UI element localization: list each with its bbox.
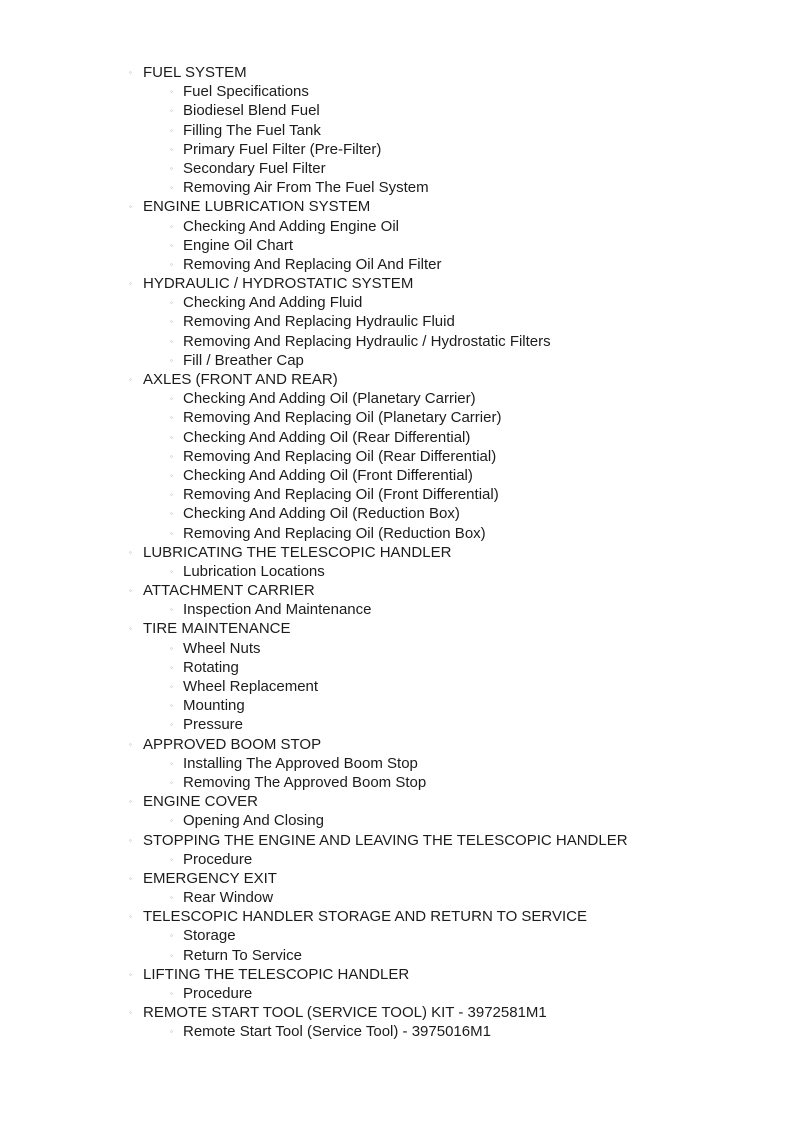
bullet-icon: ◦: [129, 624, 132, 634]
bullet-icon: ◦: [170, 490, 173, 500]
bullet-icon: ◦: [129, 202, 132, 212]
toc-section: [0, 543, 794, 581]
toc-item-label: Checking And Adding Oil (Planetary Carrier): [183, 390, 476, 408]
toc-item-label: Removing And Replacing Oil (Reduction Box): [183, 524, 486, 542]
toc-item[interactable]: [0, 332, 794, 351]
bullet-icon: ◦: [170, 989, 173, 998]
toc-item[interactable]: [0, 888, 794, 907]
bullet-icon: ◦: [170, 470, 173, 480]
toc-item[interactable]: [0, 926, 794, 945]
bullet-icon: ◦: [129, 912, 132, 922]
toc-item[interactable]: [0, 696, 794, 715]
bullet-icon: ◦: [129, 279, 132, 289]
toc-item-label: Wheel Nuts: [183, 639, 261, 657]
bullet-icon: ◦: [170, 317, 173, 327]
toc-item-label: Removing And Replacing Oil (Front Differential): [183, 486, 499, 504]
toc-item-label: Lubrication Locations: [183, 562, 325, 580]
toc-item[interactable]: [0, 159, 794, 178]
toc-section: [0, 792, 794, 830]
toc-section-heading[interactable]: [0, 197, 794, 216]
bullet-icon: ◦: [129, 969, 132, 979]
toc-item-label: Removing And Replacing Hydraulic / Hydrostatic Filters: [183, 332, 551, 350]
toc-item-label: Procedure: [183, 850, 253, 868]
toc-section-title: LIFTING THE TELESCOPIC HANDLER: [143, 965, 410, 983]
toc-item[interactable]: [0, 504, 794, 523]
toc-item-label: Checking And Adding Engine Oil: [183, 217, 399, 235]
toc-item[interactable]: [0, 121, 794, 140]
toc-section: [0, 197, 794, 274]
bullet-icon: ◦: [129, 739, 132, 749]
toc-item[interactable]: [0, 447, 794, 466]
toc-item[interactable]: [0, 293, 794, 312]
toc-item-label: Fill / Breather Cap: [183, 351, 304, 369]
toc-section: [0, 907, 794, 965]
bullet-icon: ◦: [170, 144, 173, 154]
toc-item-label: Filling The Fuel Tank: [183, 121, 321, 139]
bullet-icon: ◦: [129, 1008, 132, 1018]
toc-section-heading[interactable]: [0, 370, 794, 389]
toc-item-label: Installing The Approved Boom Stop: [183, 754, 418, 772]
toc-item[interactable]: [0, 754, 794, 773]
toc-section-title: ENGINE LUBRICATION SYSTEM: [143, 198, 371, 216]
toc-section-heading[interactable]: [0, 831, 794, 850]
toc-item[interactable]: [0, 466, 794, 485]
bullet-icon: ◦: [170, 777, 173, 787]
toc-item[interactable]: [0, 524, 794, 543]
toc-item-label: Removing And Replacing Oil (Rear Differential): [183, 447, 497, 465]
toc-item[interactable]: [0, 485, 794, 504]
toc-item-label: Checking And Adding Oil (Reduction Box): [183, 505, 460, 523]
toc-item-label: Removing The Approved Boom Stop: [183, 773, 427, 791]
toc-item-label: Mounting: [183, 697, 245, 715]
toc-item[interactable]: [0, 428, 794, 447]
bullet-icon: ◦: [170, 240, 173, 250]
bullet-icon: ◦: [170, 758, 173, 768]
toc-section-title: REMOTE START TOOL (SERVICE TOOL) KIT - 3972581M1: [143, 1004, 547, 1022]
toc-section-heading[interactable]: [0, 543, 794, 562]
bullet-icon: ◦: [170, 163, 173, 173]
toc-section-heading[interactable]: [0, 619, 794, 638]
bullet-icon: ◦: [170, 893, 173, 903]
toc-section-title: TIRE MAINTENANCE: [143, 620, 291, 638]
toc-item[interactable]: [0, 562, 794, 581]
toc-item-label: Rotating: [183, 658, 239, 676]
bullet-icon: ◦: [170, 682, 173, 691]
bullet-icon: ◦: [170, 931, 173, 941]
toc-item-label: Inspection And Maintenance: [183, 601, 372, 619]
toc-item-label: Removing And Replacing Hydraulic Fluid: [183, 313, 455, 331]
toc-item[interactable]: [0, 312, 794, 331]
toc-item[interactable]: [0, 1022, 794, 1041]
toc-section: [0, 274, 794, 370]
bullet-icon: ◦: [170, 509, 173, 519]
toc-section: [0, 1003, 794, 1041]
toc-item[interactable]: [0, 639, 794, 658]
toc-item-label: Storage: [183, 927, 236, 945]
toc-item-label: Removing And Replacing Oil (Planetary Carrier): [183, 409, 502, 427]
toc-section: [0, 831, 794, 869]
toc-section-heading[interactable]: [0, 274, 794, 293]
toc-item-label: Primary Fuel Filter (Pre-Filter): [183, 140, 382, 158]
bullet-icon: ◦: [170, 432, 173, 442]
bullet-icon: ◦: [170, 413, 173, 423]
toc-item-label: Fuel Specifications: [183, 83, 309, 101]
bullet-icon: ◦: [170, 394, 173, 404]
toc-section-heading[interactable]: [0, 735, 794, 754]
bullet-icon: ◦: [170, 643, 173, 653]
toc-item[interactable]: [0, 811, 794, 830]
toc-section: [0, 63, 794, 197]
toc-item[interactable]: [0, 140, 794, 159]
toc-item[interactable]: [0, 82, 794, 101]
toc-item[interactable]: [0, 236, 794, 255]
bullet-icon: ◦: [129, 586, 132, 596]
bullet-icon: ◦: [129, 547, 132, 557]
bullet-icon: ◦: [170, 451, 173, 461]
toc-item-label: Removing And Replacing Oil And Filter: [183, 255, 442, 273]
bullet-icon: ◦: [170, 1027, 173, 1037]
bullet-icon: ◦: [170, 125, 173, 135]
toc-item[interactable]: [0, 408, 794, 427]
toc-section-title: EMERGENCY EXIT: [143, 869, 277, 887]
toc-section-title: STOPPING THE ENGINE AND LEAVING THE TELESCOPIC HANDLER: [143, 831, 628, 849]
bullet-icon: ◦: [170, 355, 173, 365]
toc-section-title: ENGINE COVER: [143, 793, 259, 811]
bullet-icon: ◦: [170, 816, 173, 826]
bullet-icon: ◦: [170, 950, 173, 960]
bullet-icon: ◦: [170, 528, 173, 538]
table-of-contents: [0, 63, 794, 1042]
toc-section-title: FUEL SYSTEM: [143, 64, 247, 81]
bullet-icon: ◦: [129, 797, 132, 807]
toc-item[interactable]: [0, 773, 794, 792]
toc-section-heading[interactable]: [0, 63, 794, 82]
bullet-icon: ◦: [129, 873, 132, 883]
toc-item[interactable]: [0, 101, 794, 120]
bullet-icon: ◦: [129, 68, 132, 77]
toc-section-heading[interactable]: [0, 1003, 794, 1022]
bullet-icon: ◦: [170, 854, 173, 864]
toc-item-label: Wheel Replacement: [183, 678, 319, 695]
bullet-icon: ◦: [129, 835, 132, 845]
toc-section-title: LUBRICATING THE TELESCOPIC HANDLER: [143, 543, 452, 561]
toc-item-label: Biodiesel Blend Fuel: [183, 102, 320, 120]
toc-item-label: Checking And Adding Fluid: [183, 294, 363, 312]
toc-item-label: Return To Service: [183, 946, 302, 964]
toc-section-heading[interactable]: [0, 792, 794, 811]
toc-item[interactable]: [0, 850, 794, 869]
toc-section-title: AXLES (FRONT AND REAR): [143, 371, 338, 388]
toc-item-label: Opening And Closing: [183, 812, 324, 830]
toc-section: [0, 869, 794, 907]
bullet-icon: ◦: [170, 605, 173, 615]
toc-section: [0, 370, 794, 543]
toc-section: [0, 735, 794, 793]
toc-item-label: Removing Air From The Fuel System: [183, 179, 429, 197]
toc-item[interactable]: [0, 677, 794, 696]
bullet-icon: ◦: [170, 662, 173, 672]
bullet-icon: ◦: [170, 298, 173, 308]
toc-section-heading[interactable]: [0, 581, 794, 600]
toc-section-heading[interactable]: [0, 965, 794, 984]
toc-section: [0, 965, 794, 1003]
toc-item[interactable]: [0, 389, 794, 408]
toc-section: [0, 619, 794, 734]
toc-item-label: Rear Window: [183, 889, 274, 907]
toc-section-title: HYDRAULIC / HYDROSTATIC SYSTEM: [143, 275, 414, 293]
toc-section-title: ATTACHMENT CARRIER: [143, 582, 315, 600]
bullet-icon: ◦: [129, 375, 132, 384]
toc-item-label: Remote Start Tool (Service Tool) - 3975016M1: [183, 1023, 491, 1041]
toc-item[interactable]: [0, 178, 794, 197]
toc-item[interactable]: [0, 255, 794, 274]
bullet-icon: ◦: [170, 720, 173, 730]
bullet-icon: ◦: [170, 87, 173, 97]
toc-item-label: Pressure: [183, 716, 244, 734]
toc-item[interactable]: [0, 658, 794, 677]
bullet-icon: ◦: [170, 221, 173, 231]
toc-item-label: Checking And Adding Oil (Rear Differential): [183, 428, 471, 446]
toc-item-label: Checking And Adding Oil (Front Differential): [183, 466, 473, 484]
toc-item[interactable]: [0, 984, 794, 1003]
toc-item[interactable]: [0, 600, 794, 619]
toc-section-heading[interactable]: [0, 907, 794, 926]
bullet-icon: ◦: [170, 106, 173, 116]
bullet-icon: ◦: [170, 259, 173, 269]
toc-item[interactable]: [0, 946, 794, 965]
toc-item[interactable]: [0, 351, 794, 370]
bullet-icon: ◦: [170, 566, 173, 576]
bullet-icon: ◦: [170, 336, 173, 346]
bullet-icon: ◦: [170, 183, 173, 193]
toc-section-heading[interactable]: [0, 869, 794, 888]
toc-section-title: APPROVED BOOM STOP: [143, 735, 322, 753]
toc-item-label: Procedure: [183, 985, 253, 1002]
toc-item[interactable]: [0, 217, 794, 236]
toc-section-title: TELESCOPIC HANDLER STORAGE AND RETURN TO SERVICE: [143, 908, 587, 926]
toc-item[interactable]: [0, 715, 794, 734]
toc-item-label: Secondary Fuel Filter: [183, 159, 326, 177]
toc-section: [0, 581, 794, 619]
bullet-icon: ◦: [170, 701, 173, 711]
toc-item-label: Engine Oil Chart: [183, 236, 294, 254]
